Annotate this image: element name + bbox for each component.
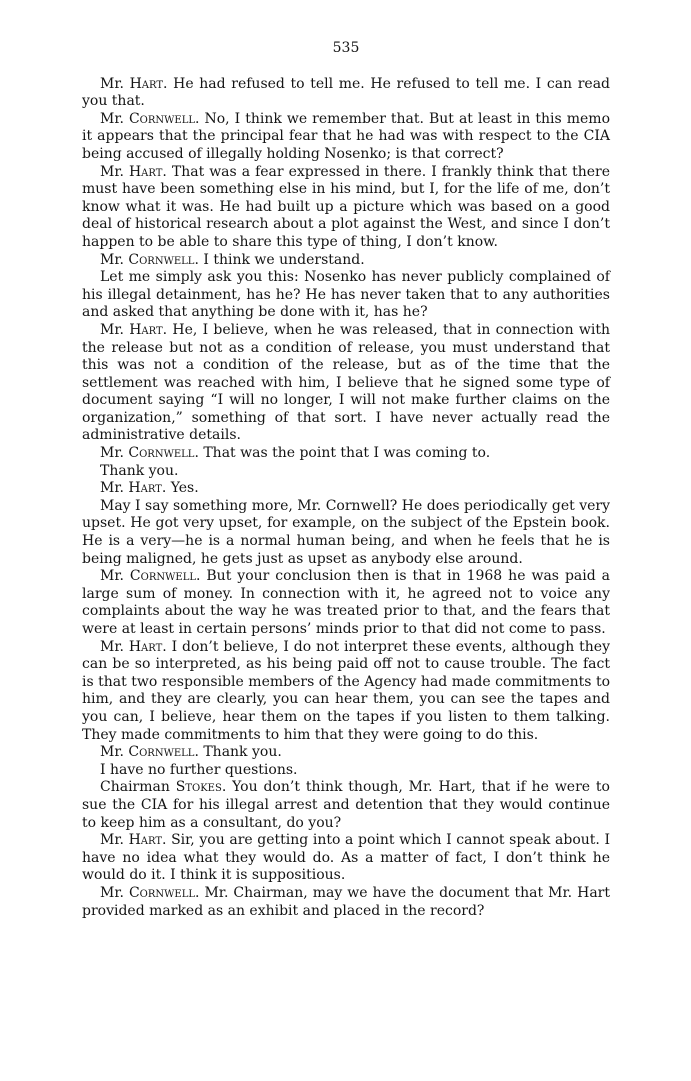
transcript-paragraph xyxy=(82,252,610,270)
paragraph-text: Sir, you are getting into a point which I cannot speak about. I have no idea what they would do. As a matter of fact, I don’t think he would do it. I think it is suppositious. xyxy=(82,832,611,884)
transcript-paragraph xyxy=(82,111,610,164)
speaker-title: Mr. xyxy=(100,480,129,497)
paragraph-text: I don’t believe, I do not interpret these events, although they can be so interpreted, as his being paid off not to cause trouble. The fact is that two responsible members of the Agency had made commitments to him, and they are clearly, you can hear them, you can see the tapes and you can, I believe, hear them on the tapes if you listen to them talking. They made commitments to him that they were going to do this. xyxy=(82,638,610,743)
transcript-paragraph xyxy=(82,480,610,498)
transcript-paragraph xyxy=(82,269,610,322)
speaker-name: Hart. xyxy=(128,638,167,655)
speaker-title: Mr. xyxy=(100,445,129,462)
paragraph-text: He, I believe, when he was released, that in connection with the release but not as a condition of release, you must understand that this was not a condition of the release, but as of the time that the settlement was reached with him, I believe that he signed some type of document saying “I will no longer, I will not make further claims on the organization,” something of that sort. I have never actually read the administrative details. xyxy=(82,321,610,444)
paragraph-text: That was the point that I was coming to. xyxy=(198,445,491,462)
speaker-title: Mr. xyxy=(100,832,129,849)
speaker-title: Mr. xyxy=(100,568,130,585)
transcript-paragraph xyxy=(82,885,610,920)
speaker-name: Stokes. xyxy=(175,779,227,796)
transcript-paragraph xyxy=(82,639,610,745)
transcript-paragraph xyxy=(82,498,610,568)
speaker-title: Mr. xyxy=(100,163,129,180)
paragraph-text: I have no further questions. xyxy=(100,761,298,778)
speaker-title: Chairman xyxy=(100,779,176,796)
paragraph-text: No, I think we remember that. But at least in this memo it appears that the principal fear that he had was with respect to the CIA being accused of illegally holding Nosenko; is that correct? xyxy=(82,110,611,162)
paragraph-text: I think we understand. xyxy=(198,251,365,268)
document-page xyxy=(82,40,610,920)
speaker-name: Cornwell. xyxy=(128,251,199,268)
speaker-name: Hart. xyxy=(128,832,167,849)
speaker-name: Hart. xyxy=(128,163,167,180)
paragraph-text: Mr. Chairman, may we have the document that Mr. Hart provided marked as an exhibit and placed in the record? xyxy=(82,884,610,919)
paragraph-text: That was a fear expressed in there. I frankly think that there must have been something else in his mind, but I, for the life of me, don’t know what it was. He had built up a picture which was based on a good deal of historical research about a plot against the West, and since I don’t happen to be able to share this type of thing, I don’t know. xyxy=(82,163,610,250)
speaker-title: Mr. xyxy=(100,110,129,127)
paragraph-text: You don’t think though, Mr. Hart, that if he were to sue the CIA for his illegal arrest and detention that they would continue to keep him as a consultant, do you? xyxy=(82,779,610,831)
speaker-name: Cornwell. xyxy=(129,568,201,585)
speaker-name: Cornwell. xyxy=(128,445,199,462)
transcript-paragraph xyxy=(82,445,610,463)
transcript-paragraph xyxy=(82,76,610,111)
speaker-title: Mr. xyxy=(100,75,130,92)
transcript-paragraph xyxy=(82,164,610,252)
transcript-paragraph xyxy=(82,762,610,780)
transcript-paragraph xyxy=(82,463,610,481)
paragraph-text: Thank you. xyxy=(198,744,282,761)
paragraph-text: He had refused to tell me. He refused to tell me. I can read you that. xyxy=(82,75,611,110)
speaker-name: Hart. xyxy=(129,321,168,338)
transcript-paragraph xyxy=(82,779,610,832)
paragraph-text: But your conclusion then is that in 1968 he was paid a large sum of money. In connection with it, he agreed not to voice any complaints about the way he was treated prior to that, and the fears that were at least in certain persons’ minds prior to that did not come to pass. xyxy=(82,568,611,637)
speaker-name: Cornwell. xyxy=(128,884,200,901)
transcript-body xyxy=(82,76,610,921)
page-number: 535 xyxy=(332,40,360,56)
speaker-title: Mr. xyxy=(100,884,129,901)
speaker-name: Cornwell. xyxy=(128,110,200,127)
paragraph-text: Thank you. xyxy=(100,462,179,479)
speaker-title: Mr. xyxy=(100,744,129,761)
transcript-paragraph xyxy=(82,568,610,638)
transcript-paragraph xyxy=(82,744,610,762)
transcript-paragraph xyxy=(82,832,610,885)
paragraph-text: Yes. xyxy=(166,480,199,497)
speaker-name: Hart. xyxy=(128,480,167,497)
paragraph-text: Let me simply ask you this: Nosenko has never publicly complained of his illegal detainment, has he? He has never taken that to any authorities and asked that anything be done with it, has he? xyxy=(82,269,610,321)
speaker-title: Mr. xyxy=(100,251,129,268)
speaker-name: Cornwell. xyxy=(128,744,199,761)
speaker-title: Mr. xyxy=(100,638,129,655)
speaker-name: Hart. xyxy=(129,75,168,92)
paragraph-text: May I say something more, Mr. Cornwell? He does periodically get very upset. He got very upset, for example, on the subject of the Epstein book. He is a very—he is a normal human being, and when he feels that he is being maligned, he gets just as upset as anybody else around. xyxy=(82,497,610,567)
transcript-paragraph xyxy=(82,322,610,445)
speaker-title: Mr. xyxy=(100,321,130,338)
